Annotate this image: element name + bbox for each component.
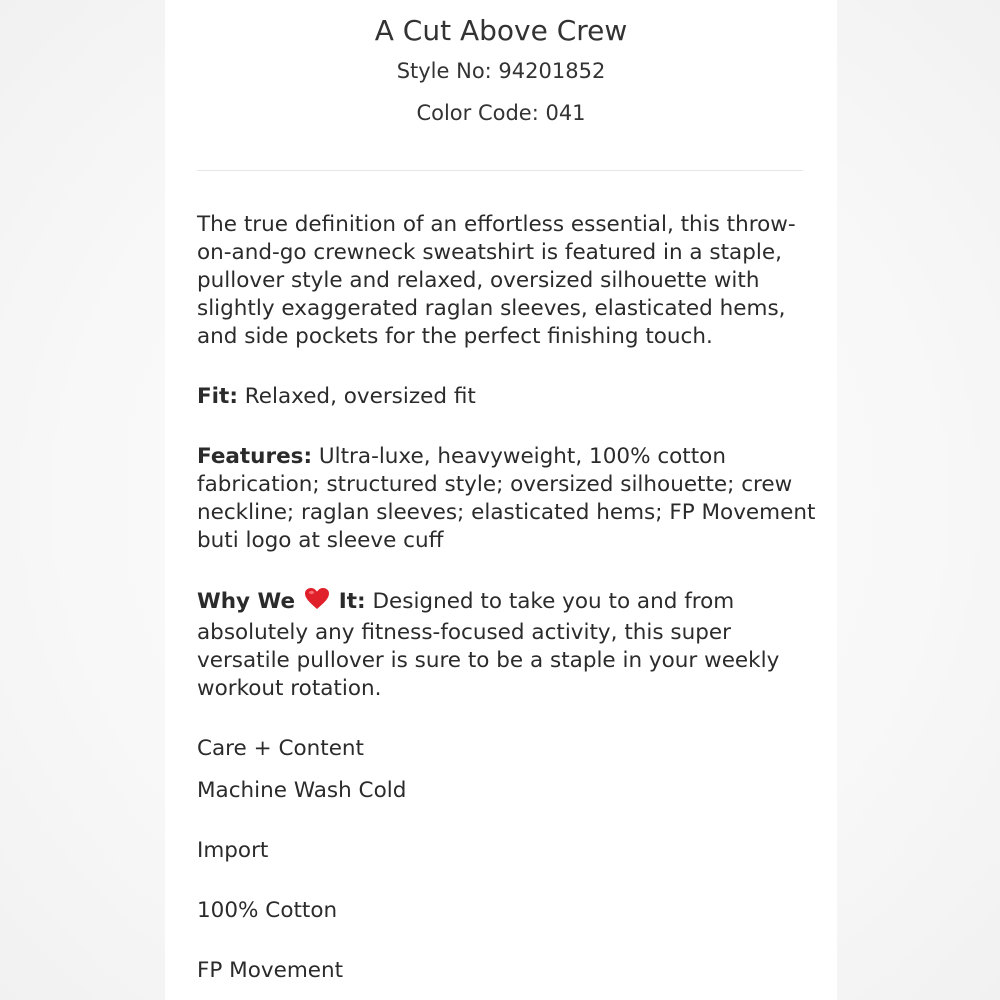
header-divider — [197, 170, 803, 171]
why-label-before: Why We — [197, 589, 296, 614]
care-item: FP Movement — [197, 958, 344, 983]
product-description-section — [197, 211, 817, 985]
care-item: 100% Cotton — [197, 898, 338, 923]
fit-label: Fit: — [197, 384, 238, 409]
product-title: A Cut Above Crew — [374, 14, 628, 47]
why-label-after: It: — [338, 589, 366, 614]
why-value: Designed to take you to and from absolutely any fitness-focused activity, this super versatile pullover is sure to be a staple in your weekly workout rotation. — [197, 589, 780, 701]
features-value: Ultra-luxe, heavyweight, 100% cotton fabrication; structured style; oversized silhouette; crew neckline; raglan sleeves; elasticated hems; FP Movement buti logo at sleeve cuff — [197, 444, 816, 553]
care-content-title: Care + Content — [197, 736, 364, 761]
fit-value: Relaxed, oversized fit — [244, 384, 476, 409]
fit-info — [197, 383, 817, 411]
heart-icon — [304, 587, 330, 619]
care-item: Import — [197, 838, 269, 863]
care-item: Machine Wash Cold — [197, 778, 407, 803]
color-code: Color Code: 041 — [416, 101, 586, 125]
product-header — [165, 0, 837, 134]
features-info — [197, 443, 817, 555]
product-description: The true definition of an effortless essential, this throw-on-and-go crewneck sweatshirt is featured in a staple, pullover style and relaxed, oversized silhouette with slightly exaggerated raglan sleeves, elasticated hems, and side pockets for the perfect finishing touch. — [197, 212, 796, 349]
product-details-card — [165, 0, 837, 1000]
features-label: Features: — [197, 444, 313, 469]
why-we-love-it — [197, 587, 817, 703]
style-number: Style No: 94201852 — [396, 59, 606, 83]
